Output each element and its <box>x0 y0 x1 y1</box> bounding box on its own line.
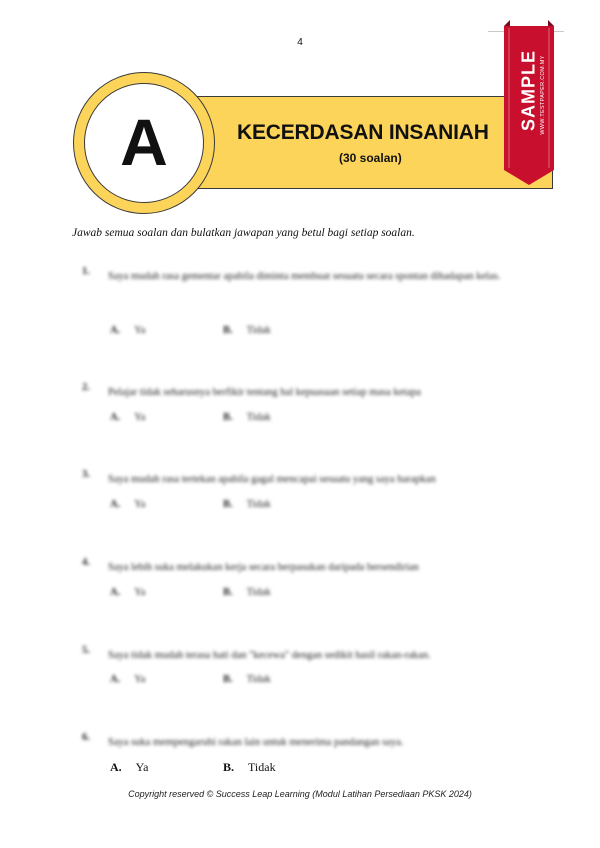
section-subtitle: (30 soalan) <box>339 151 402 165</box>
option-a[interactable] <box>110 587 145 598</box>
question-text: Saya lebih suka melakukan kerja secara berpasukan daripada bersendirian <box>108 562 419 573</box>
question-number: 1. <box>82 266 90 277</box>
instruction-text: Jawab semua soalan dan bulatkan jawapan yang betul bagi setiap soalan. <box>72 227 415 239</box>
question-text: Pelajar tidak seharusnya berfikir tentang hal kepuasaan setiap masa ketapa <box>108 387 421 398</box>
option-a[interactable] <box>110 674 145 685</box>
ribbon-site: WWW.TESTPAPER.COM.MY <box>540 55 546 135</box>
question-number: 2. <box>82 382 90 393</box>
option-b[interactable] <box>223 760 276 775</box>
option-b[interactable] <box>223 325 271 336</box>
option-b[interactable] <box>223 587 271 598</box>
option-key: A. <box>110 325 121 336</box>
page-number: 4 <box>297 37 303 48</box>
question-number: 4. <box>82 557 90 568</box>
option-a[interactable] <box>110 499 145 510</box>
option-key: B. <box>223 587 233 598</box>
option-label: Ya <box>134 499 146 510</box>
option-label: Ya <box>135 760 149 774</box>
sample-ribbon-text <box>504 30 554 160</box>
option-label: Tidak <box>248 760 276 774</box>
option-b[interactable] <box>223 674 271 685</box>
question-text: Saya tidak mudah terasa hati dan "kecewa" dengan sedikit hasil rakan-rakan. <box>108 650 431 661</box>
section-title: KECERDASAN INSANIAH <box>237 121 489 144</box>
option-b[interactable] <box>223 499 271 510</box>
option-label: Tidak <box>246 674 271 685</box>
option-a[interactable] <box>110 760 148 775</box>
option-key: B. <box>223 674 233 685</box>
option-key: B. <box>223 760 235 774</box>
option-label: Tidak <box>246 325 271 336</box>
option-label: Ya <box>134 587 146 598</box>
section-letter: A <box>84 83 204 203</box>
option-a[interactable] <box>110 412 145 423</box>
option-key: B. <box>223 499 233 510</box>
option-label: Ya <box>134 674 146 685</box>
option-label: Tidak <box>246 587 271 598</box>
option-key: A. <box>110 412 121 423</box>
question-text: Saya mudah rasa tertekan apabila gagal mencapai sesuatu yang saya harapkan <box>108 474 436 485</box>
copyright-footer: Copyright reserved © Success Leap Learning (Modul Latihan Persediaan PKSK 2024) <box>128 789 472 799</box>
option-key: A. <box>110 674 121 685</box>
option-b[interactable] <box>223 412 271 423</box>
question-number: 6. <box>82 732 90 743</box>
option-label: Ya <box>134 325 146 336</box>
question-number: 5. <box>82 645 90 656</box>
question-number: 3. <box>82 469 90 480</box>
option-key: B. <box>223 325 233 336</box>
option-key: B. <box>223 412 233 423</box>
ribbon-label: SAMPLE <box>518 50 539 132</box>
question-text: Saya mudah rasa gementar apabila diminta membuat sesuatu secara spontan dihadapan kelas. <box>108 271 501 282</box>
option-label: Ya <box>134 412 146 423</box>
option-a[interactable] <box>110 325 145 336</box>
option-key: A. <box>110 587 121 598</box>
question-text: Saya suka mempengaruhi rakan lain untuk menerima pandangan saya. <box>108 737 404 748</box>
option-label: Tidak <box>246 412 271 423</box>
option-label: Tidak <box>246 499 271 510</box>
option-key: A. <box>110 499 121 510</box>
option-key: A. <box>110 760 122 774</box>
